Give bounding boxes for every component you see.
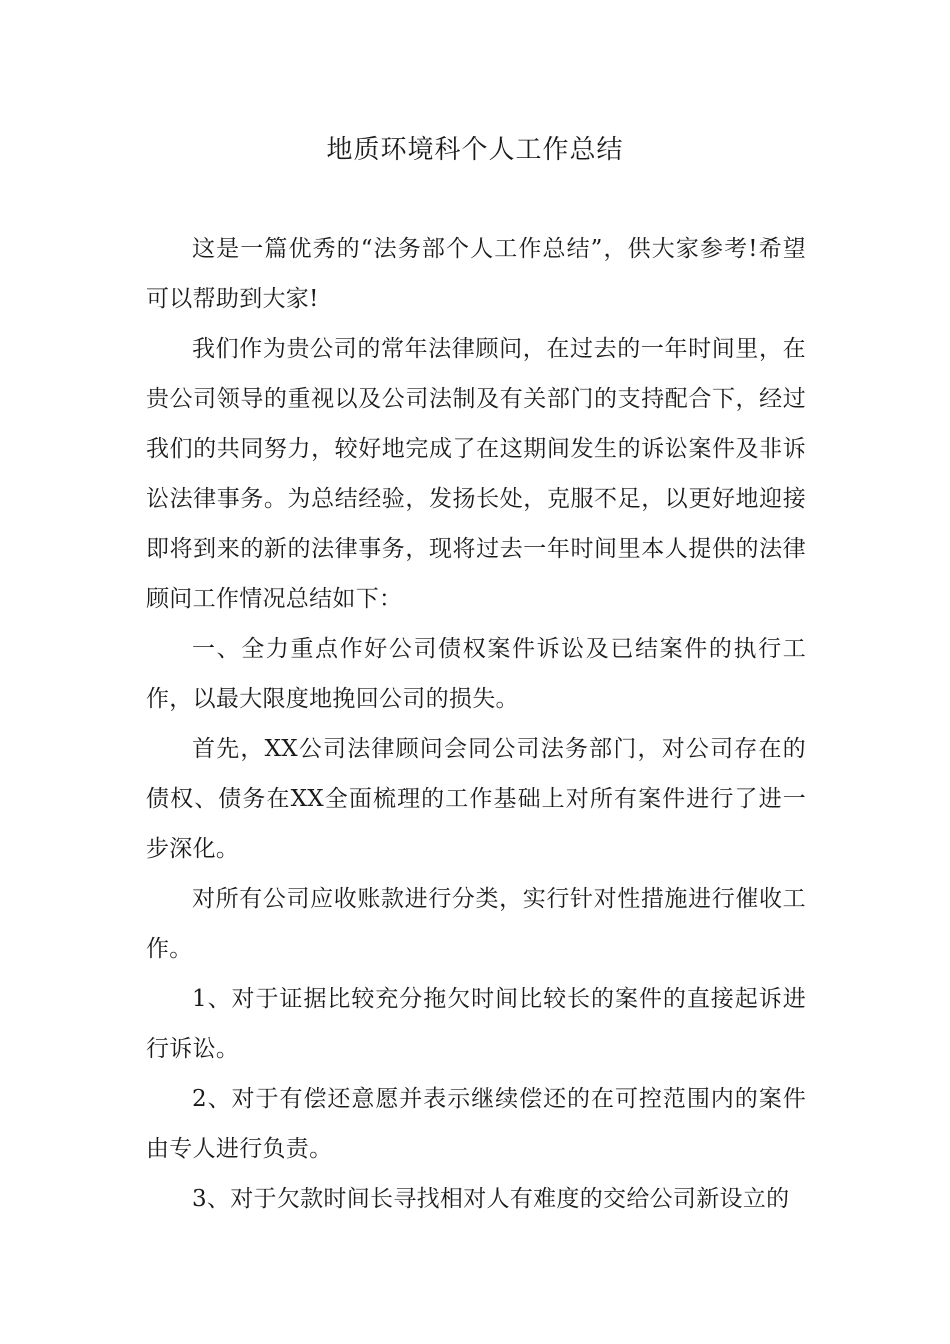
paragraph-item-3: 3、对于欠款时间长寻找相对人有难度的交给公司新设立的 — [192, 1186, 790, 1212]
paragraph-first: 首先，XX公司法律顾问会同公司法务部门，对公司存在的债权、债务在XX全面梳理的工作基础上对所有案件进行了进一步深化。 — [146, 736, 806, 862]
paragraph-item-1: 1、对于证据比较充分拖欠时间比较长的案件的直接起诉进行诉讼。 — [146, 986, 806, 1062]
paragraph-intro: 这是一篇优秀的“法务部个人工作总结”，供大家参考!希望可以帮助到大家! — [146, 236, 806, 312]
document-body — [146, 224, 806, 1224]
document-title: 地质环境科个人工作总结 — [326, 135, 624, 165]
paragraph-section-one: 一、全力重点作好公司债权案件诉讼及已结案件的执行工作，以最大限度地挽回公司的损失。 — [146, 636, 806, 712]
paragraph-item-2: 2、对于有偿还意愿并表示继续偿还的在可控范围内的案件由专人进行负责。 — [146, 1086, 806, 1162]
paragraph-overview: 我们作为贵公司的常年法律顾问，在过去的一年时间里，在贵公司领导的重视以及公司法制及有关部门的支持配合下，经过我们的共同努力，较好地完成了在这期间发生的诉讼案件及非诉讼法律事务。为总结经验，发扬长处，克服不足，以更好地迎接即将到来的新的法律事务，现将过去一年时间里本人提供的法律顾问工作情况总结如下： — [146, 336, 806, 612]
paragraph-classification: 对所有公司应收账款进行分类，实行针对性措施进行催收工作。 — [146, 886, 806, 962]
